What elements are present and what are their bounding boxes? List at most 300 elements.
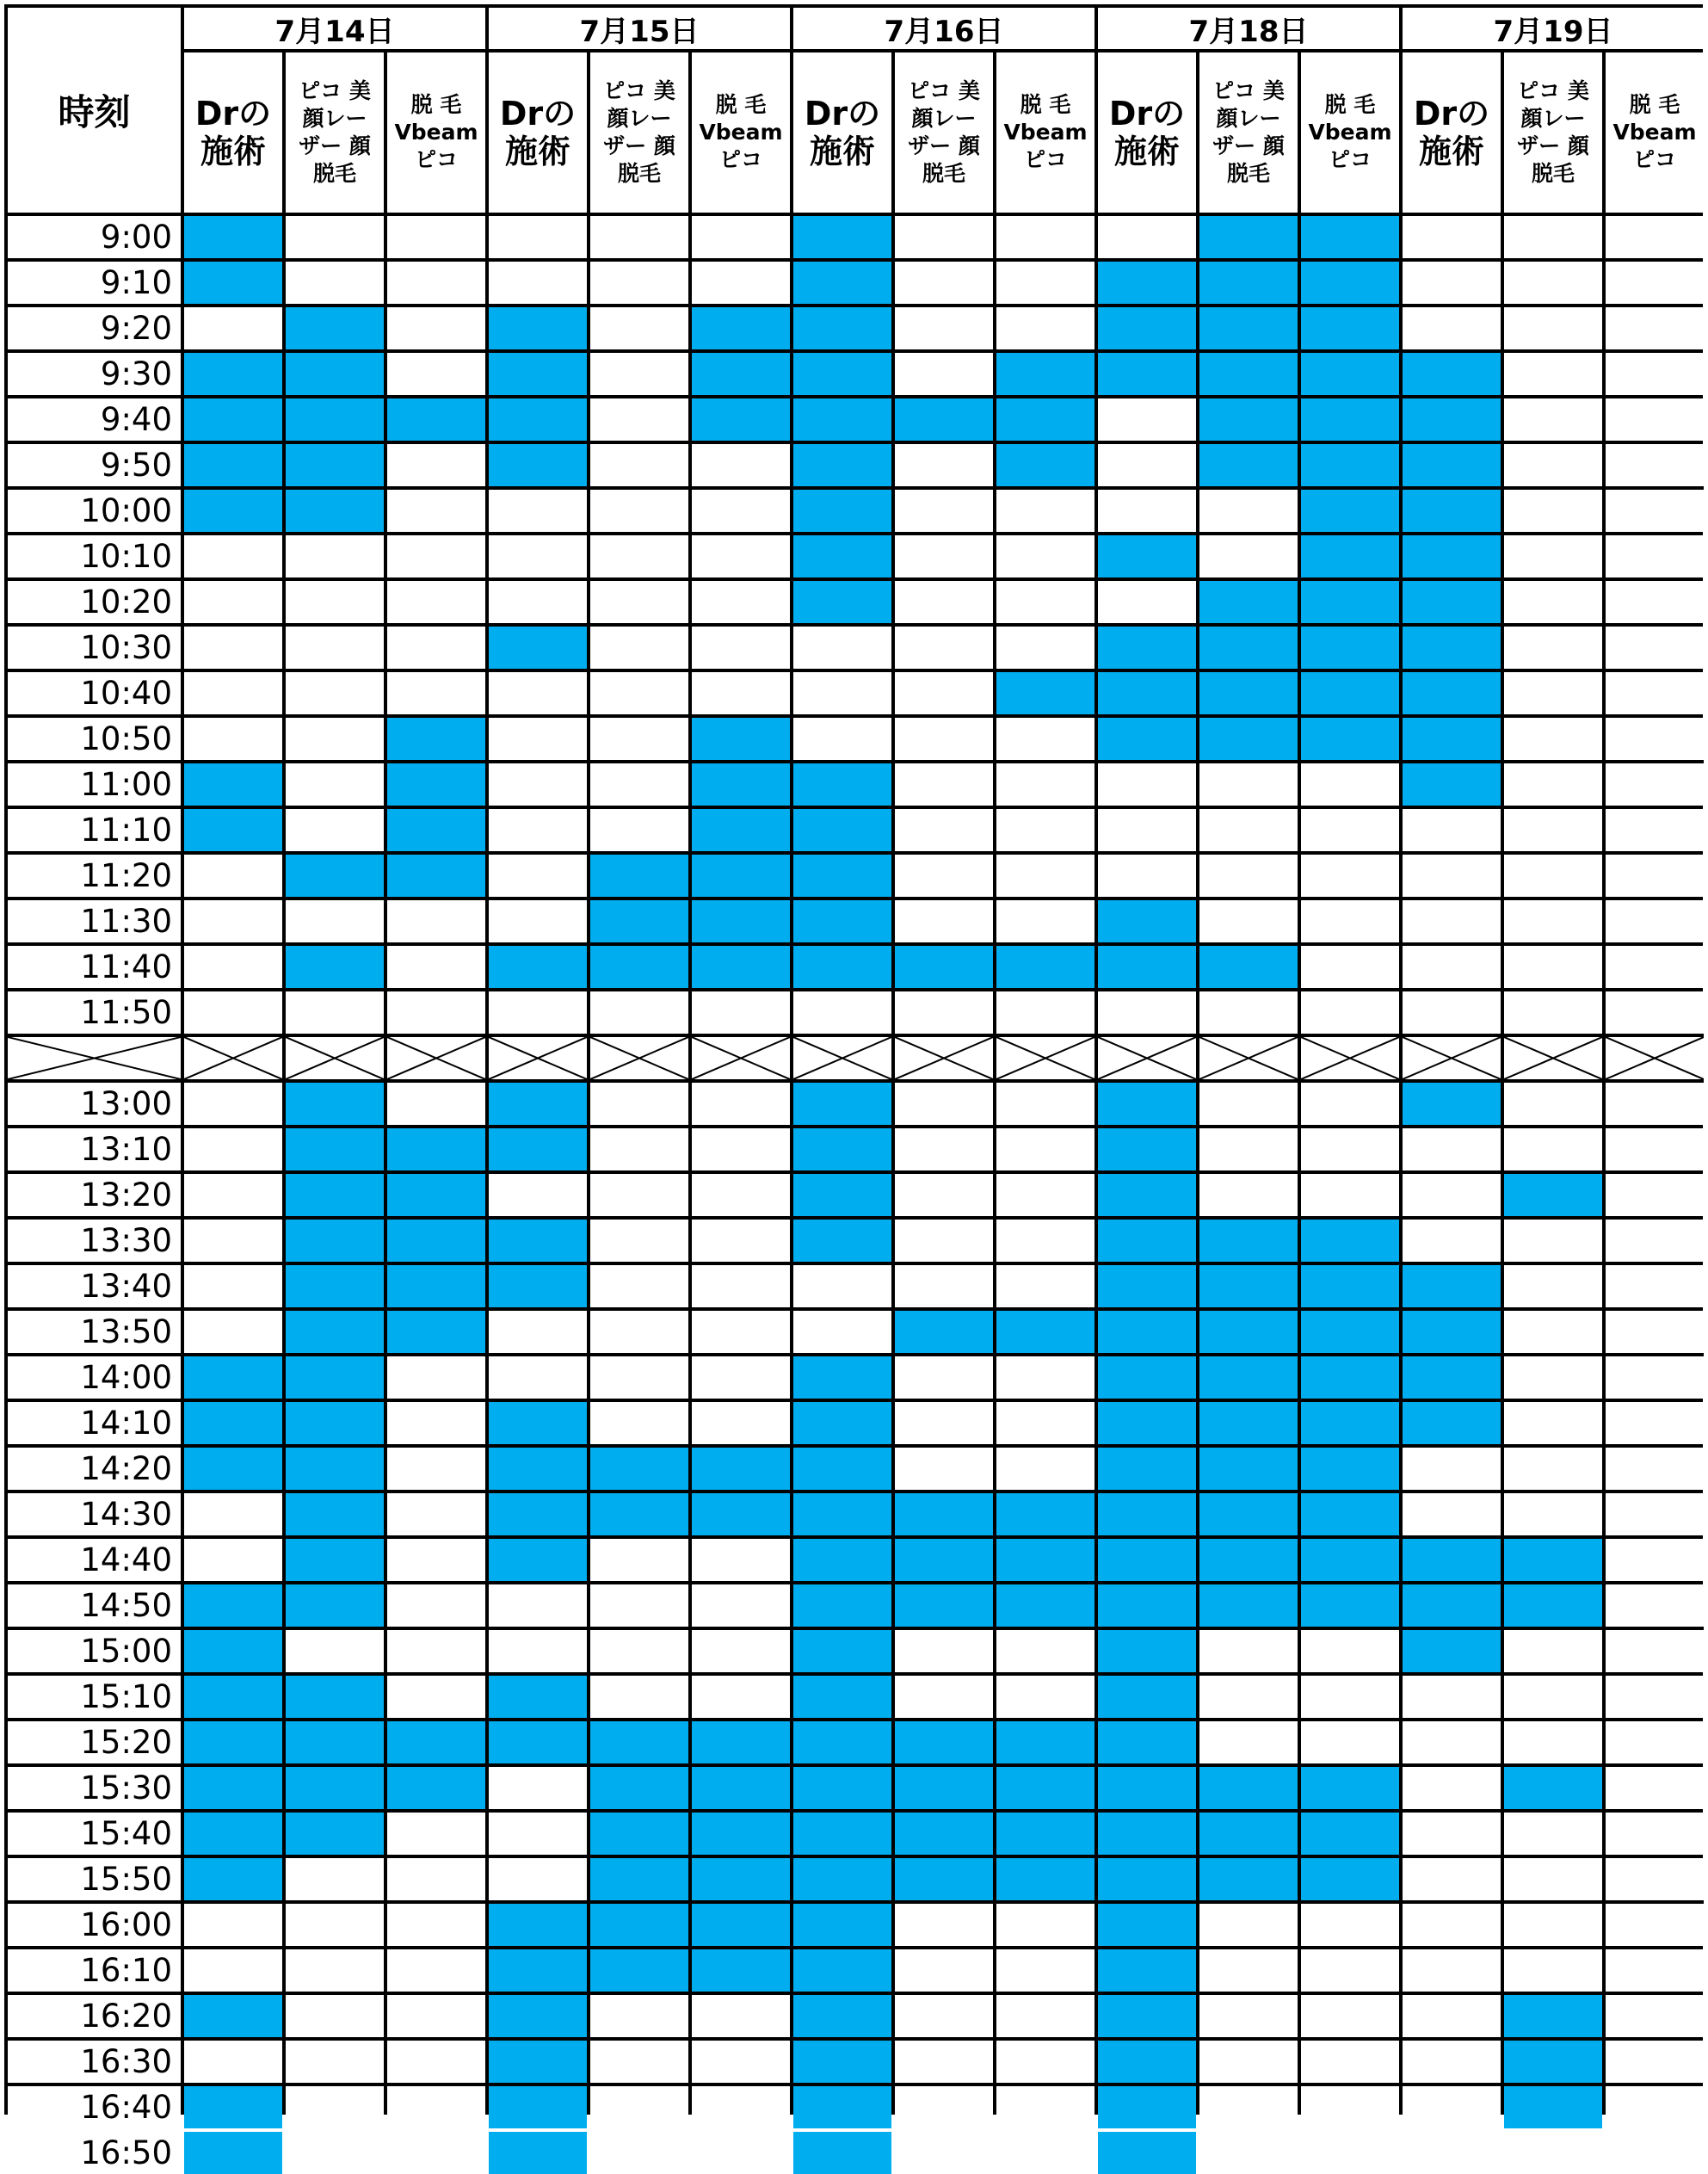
free-slot[interactable]	[996, 307, 1094, 349]
booked-slot[interactable]	[1301, 535, 1399, 577]
free-slot[interactable]	[387, 1539, 485, 1581]
free-slot[interactable]	[996, 1402, 1094, 1444]
free-slot[interactable]	[1606, 353, 1704, 395]
free-slot[interactable]	[590, 2132, 688, 2174]
free-slot[interactable]	[184, 1311, 282, 1353]
free-slot[interactable]	[1504, 1493, 1602, 1535]
free-slot[interactable]	[1199, 763, 1298, 806]
booked-slot[interactable]	[286, 1721, 384, 1763]
free-slot[interactable]	[1301, 991, 1399, 1034]
booked-slot[interactable]	[1199, 1220, 1298, 1262]
booked-slot[interactable]	[1098, 1813, 1196, 1855]
booked-slot[interactable]	[1301, 1813, 1399, 1855]
free-slot[interactable]	[996, 1995, 1094, 2037]
free-slot[interactable]	[1403, 2132, 1501, 2174]
booked-slot[interactable]	[793, 216, 891, 258]
booked-slot[interactable]	[489, 1995, 587, 2037]
free-slot[interactable]	[1504, 1128, 1602, 1170]
booked-slot[interactable]	[996, 1311, 1094, 1353]
free-slot[interactable]	[489, 262, 587, 304]
booked-slot[interactable]	[489, 2041, 587, 2083]
free-slot[interactable]	[1504, 1904, 1602, 1946]
booked-slot[interactable]	[1403, 353, 1501, 395]
booked-slot[interactable]	[793, 398, 891, 441]
booked-slot[interactable]	[1403, 1539, 1501, 1581]
free-slot[interactable]	[286, 1949, 384, 1992]
free-slot[interactable]	[1504, 1721, 1602, 1763]
booked-slot[interactable]	[286, 1220, 384, 1262]
free-slot[interactable]	[1403, 1448, 1501, 1490]
booked-slot[interactable]	[489, 1949, 587, 1992]
free-slot[interactable]	[387, 2132, 485, 2174]
free-slot[interactable]	[1199, 1904, 1298, 1946]
free-slot[interactable]	[184, 1220, 282, 1262]
free-slot[interactable]	[1606, 1630, 1704, 1672]
free-slot[interactable]	[590, 307, 688, 349]
booked-slot[interactable]	[793, 353, 891, 395]
booked-slot[interactable]	[1301, 1265, 1399, 1307]
free-slot[interactable]	[489, 490, 587, 532]
free-slot[interactable]	[1504, 490, 1602, 532]
booked-slot[interactable]	[1403, 398, 1501, 441]
booked-slot[interactable]	[996, 1493, 1094, 1535]
free-slot[interactable]	[692, 672, 790, 714]
booked-slot[interactable]	[1098, 946, 1196, 988]
booked-slot[interactable]	[1098, 1402, 1196, 1444]
free-slot[interactable]	[1606, 763, 1704, 806]
free-slot[interactable]	[1606, 535, 1704, 577]
booked-slot[interactable]	[590, 1813, 688, 1855]
free-slot[interactable]	[1403, 216, 1501, 258]
booked-slot[interactable]	[1301, 444, 1399, 486]
booked-slot[interactable]	[793, 946, 891, 988]
booked-slot[interactable]	[996, 672, 1094, 714]
free-slot[interactable]	[1504, 809, 1602, 851]
booked-slot[interactable]	[489, 1220, 587, 1262]
free-slot[interactable]	[1606, 991, 1704, 1034]
booked-slot[interactable]	[1403, 672, 1501, 714]
free-slot[interactable]	[1504, 1448, 1602, 1490]
booked-slot[interactable]	[1301, 1220, 1399, 1262]
booked-slot[interactable]	[489, 353, 587, 395]
free-slot[interactable]	[895, 1356, 993, 1399]
free-slot[interactable]	[1504, 946, 1602, 988]
free-slot[interactable]	[895, 1220, 993, 1262]
free-slot[interactable]	[387, 1858, 485, 1900]
free-slot[interactable]	[1199, 809, 1298, 851]
booked-slot[interactable]	[387, 1265, 485, 1307]
free-slot[interactable]	[1606, 946, 1704, 988]
free-slot[interactable]	[895, 672, 993, 714]
free-slot[interactable]	[1504, 1083, 1602, 1125]
free-slot[interactable]	[184, 900, 282, 942]
free-slot[interactable]	[184, 2041, 282, 2083]
free-slot[interactable]	[1504, 855, 1602, 897]
free-slot[interactable]	[489, 1858, 587, 1900]
booked-slot[interactable]	[692, 307, 790, 349]
free-slot[interactable]	[489, 1311, 587, 1353]
free-slot[interactable]	[1403, 855, 1501, 897]
free-slot[interactable]	[1606, 262, 1704, 304]
free-slot[interactable]	[387, 216, 485, 258]
free-slot[interactable]	[1504, 1311, 1602, 1353]
booked-slot[interactable]	[590, 855, 688, 897]
free-slot[interactable]	[489, 216, 587, 258]
booked-slot[interactable]	[1199, 1813, 1298, 1855]
booked-slot[interactable]	[286, 490, 384, 532]
booked-slot[interactable]	[793, 1858, 891, 1900]
booked-slot[interactable]	[996, 1584, 1094, 1627]
free-slot[interactable]	[996, 1220, 1094, 1262]
booked-slot[interactable]	[1199, 1356, 1298, 1399]
booked-slot[interactable]	[692, 718, 790, 760]
booked-slot[interactable]	[184, 1676, 282, 1718]
booked-slot[interactable]	[1504, 2041, 1602, 2083]
free-slot[interactable]	[1504, 581, 1602, 623]
booked-slot[interactable]	[1301, 398, 1399, 441]
booked-slot[interactable]	[692, 1904, 790, 1946]
booked-slot[interactable]	[184, 1721, 282, 1763]
booked-slot[interactable]	[489, 627, 587, 669]
booked-slot[interactable]	[895, 1584, 993, 1627]
free-slot[interactable]	[387, 262, 485, 304]
free-slot[interactable]	[489, 1767, 587, 1809]
booked-slot[interactable]	[286, 307, 384, 349]
booked-slot[interactable]	[793, 1356, 891, 1399]
booked-slot[interactable]	[1199, 1265, 1298, 1307]
booked-slot[interactable]	[1403, 1356, 1501, 1399]
free-slot[interactable]	[590, 1083, 688, 1125]
free-slot[interactable]	[996, 1630, 1094, 1672]
free-slot[interactable]	[1606, 1356, 1704, 1399]
free-slot[interactable]	[895, 900, 993, 942]
free-slot[interactable]	[692, 1311, 790, 1353]
booked-slot[interactable]	[489, 1539, 587, 1581]
booked-slot[interactable]	[793, 1083, 891, 1125]
booked-slot[interactable]	[793, 1174, 891, 1216]
free-slot[interactable]	[590, 1356, 688, 1399]
free-slot[interactable]	[1098, 855, 1196, 897]
free-slot[interactable]	[996, 718, 1094, 760]
booked-slot[interactable]	[1403, 1402, 1501, 1444]
booked-slot[interactable]	[793, 2041, 891, 2083]
free-slot[interactable]	[387, 1584, 485, 1627]
booked-slot[interactable]	[1199, 307, 1298, 349]
booked-slot[interactable]	[793, 1448, 891, 1490]
booked-slot[interactable]	[793, 1630, 891, 1672]
free-slot[interactable]	[387, 490, 485, 532]
free-slot[interactable]	[1606, 1858, 1704, 1900]
booked-slot[interactable]	[489, 444, 587, 486]
booked-slot[interactable]	[1098, 672, 1196, 714]
free-slot[interactable]	[387, 1949, 485, 1992]
booked-slot[interactable]	[793, 2086, 891, 2128]
booked-slot[interactable]	[184, 398, 282, 441]
free-slot[interactable]	[387, 1995, 485, 2037]
free-slot[interactable]	[1098, 398, 1196, 441]
free-slot[interactable]	[895, 855, 993, 897]
booked-slot[interactable]	[1403, 1311, 1501, 1353]
free-slot[interactable]	[184, 581, 282, 623]
free-slot[interactable]	[692, 627, 790, 669]
free-slot[interactable]	[1301, 1949, 1399, 1992]
free-slot[interactable]	[996, 2041, 1094, 2083]
free-slot[interactable]	[692, 1584, 790, 1627]
free-slot[interactable]	[996, 809, 1094, 851]
free-slot[interactable]	[1504, 353, 1602, 395]
free-slot[interactable]	[1098, 809, 1196, 851]
free-slot[interactable]	[895, 1083, 993, 1125]
free-slot[interactable]	[286, 672, 384, 714]
free-slot[interactable]	[1606, 490, 1704, 532]
free-slot[interactable]	[1199, 991, 1298, 1034]
free-slot[interactable]	[895, 581, 993, 623]
free-slot[interactable]	[895, 991, 993, 1034]
free-slot[interactable]	[1504, 216, 1602, 258]
booked-slot[interactable]	[590, 1448, 688, 1490]
free-slot[interactable]	[1606, 1448, 1704, 1490]
booked-slot[interactable]	[793, 763, 891, 806]
free-slot[interactable]	[1504, 627, 1602, 669]
free-slot[interactable]	[387, 1402, 485, 1444]
free-slot[interactable]	[692, 2132, 790, 2174]
free-slot[interactable]	[1403, 1493, 1501, 1535]
free-slot[interactable]	[1606, 398, 1704, 441]
free-slot[interactable]	[184, 718, 282, 760]
booked-slot[interactable]	[793, 1220, 891, 1262]
booked-slot[interactable]	[1098, 627, 1196, 669]
booked-slot[interactable]	[489, 1265, 587, 1307]
booked-slot[interactable]	[286, 855, 384, 897]
free-slot[interactable]	[996, 581, 1094, 623]
free-slot[interactable]	[1504, 718, 1602, 760]
booked-slot[interactable]	[793, 581, 891, 623]
free-slot[interactable]	[286, 2041, 384, 2083]
free-slot[interactable]	[793, 991, 891, 1034]
booked-slot[interactable]	[1301, 672, 1399, 714]
free-slot[interactable]	[996, 627, 1094, 669]
booked-slot[interactable]	[286, 353, 384, 395]
booked-slot[interactable]	[184, 1402, 282, 1444]
free-slot[interactable]	[1606, 900, 1704, 942]
booked-slot[interactable]	[184, 1858, 282, 1900]
booked-slot[interactable]	[895, 1767, 993, 1809]
booked-slot[interactable]	[387, 1311, 485, 1353]
booked-slot[interactable]	[184, 2086, 282, 2128]
booked-slot[interactable]	[387, 809, 485, 851]
free-slot[interactable]	[1504, 900, 1602, 942]
booked-slot[interactable]	[489, 1721, 587, 1763]
free-slot[interactable]	[692, 444, 790, 486]
free-slot[interactable]	[1403, 1676, 1501, 1718]
free-slot[interactable]	[590, 1995, 688, 2037]
free-slot[interactable]	[1403, 1813, 1501, 1855]
free-slot[interactable]	[895, 1402, 993, 1444]
free-slot[interactable]	[692, 1995, 790, 2037]
free-slot[interactable]	[692, 1128, 790, 1170]
booked-slot[interactable]	[793, 1676, 891, 1718]
booked-slot[interactable]	[1301, 1493, 1399, 1535]
booked-slot[interactable]	[692, 1448, 790, 1490]
free-slot[interactable]	[489, 1174, 587, 1216]
free-slot[interactable]	[895, 490, 993, 532]
free-slot[interactable]	[1504, 1676, 1602, 1718]
booked-slot[interactable]	[387, 718, 485, 760]
free-slot[interactable]	[1403, 1858, 1501, 1900]
booked-slot[interactable]	[793, 900, 891, 942]
booked-slot[interactable]	[590, 900, 688, 942]
booked-slot[interactable]	[1504, 2086, 1602, 2128]
free-slot[interactable]	[996, 1356, 1094, 1399]
booked-slot[interactable]	[793, 1813, 891, 1855]
booked-slot[interactable]	[286, 1128, 384, 1170]
booked-slot[interactable]	[1403, 444, 1501, 486]
booked-slot[interactable]	[489, 1448, 587, 1490]
free-slot[interactable]	[387, 672, 485, 714]
free-slot[interactable]	[1606, 2086, 1704, 2128]
booked-slot[interactable]	[184, 1813, 282, 1855]
free-slot[interactable]	[286, 1995, 384, 2037]
free-slot[interactable]	[692, 535, 790, 577]
free-slot[interactable]	[1403, 2086, 1501, 2128]
free-slot[interactable]	[1199, 1083, 1298, 1125]
booked-slot[interactable]	[286, 1539, 384, 1581]
free-slot[interactable]	[1403, 1174, 1501, 1216]
booked-slot[interactable]	[895, 946, 993, 988]
free-slot[interactable]	[387, 1630, 485, 1672]
free-slot[interactable]	[184, 1128, 282, 1170]
booked-slot[interactable]	[590, 1493, 688, 1535]
free-slot[interactable]	[387, 946, 485, 988]
free-slot[interactable]	[489, 1630, 587, 1672]
free-slot[interactable]	[895, 1904, 993, 1946]
free-slot[interactable]	[692, 1539, 790, 1581]
booked-slot[interactable]	[590, 1858, 688, 1900]
booked-slot[interactable]	[1199, 1858, 1298, 1900]
free-slot[interactable]	[387, 1083, 485, 1125]
free-slot[interactable]	[286, 627, 384, 669]
booked-slot[interactable]	[286, 1448, 384, 1490]
free-slot[interactable]	[1606, 1676, 1704, 1718]
free-slot[interactable]	[184, 1265, 282, 1307]
free-slot[interactable]	[1606, 1311, 1704, 1353]
booked-slot[interactable]	[387, 855, 485, 897]
booked-slot[interactable]	[184, 1767, 282, 1809]
booked-slot[interactable]	[1403, 1083, 1501, 1125]
booked-slot[interactable]	[1301, 490, 1399, 532]
free-slot[interactable]	[895, 763, 993, 806]
free-slot[interactable]	[996, 216, 1094, 258]
free-slot[interactable]	[793, 627, 891, 669]
booked-slot[interactable]	[793, 1995, 891, 2037]
booked-slot[interactable]	[1403, 1265, 1501, 1307]
booked-slot[interactable]	[1199, 262, 1298, 304]
free-slot[interactable]	[184, 307, 282, 349]
booked-slot[interactable]	[1199, 1448, 1298, 1490]
free-slot[interactable]	[1098, 763, 1196, 806]
booked-slot[interactable]	[895, 1311, 993, 1353]
booked-slot[interactable]	[1403, 1630, 1501, 1672]
free-slot[interactable]	[1403, 900, 1501, 942]
free-slot[interactable]	[895, 1676, 993, 1718]
booked-slot[interactable]	[489, 2086, 587, 2128]
free-slot[interactable]	[1606, 1265, 1704, 1307]
free-slot[interactable]	[793, 1311, 891, 1353]
booked-slot[interactable]	[692, 1949, 790, 1992]
free-slot[interactable]	[1606, 627, 1704, 669]
free-slot[interactable]	[1301, 900, 1399, 942]
free-slot[interactable]	[996, 1174, 1094, 1216]
booked-slot[interactable]	[489, 307, 587, 349]
free-slot[interactable]	[286, 535, 384, 577]
free-slot[interactable]	[286, 718, 384, 760]
booked-slot[interactable]	[286, 1676, 384, 1718]
free-slot[interactable]	[1199, 1949, 1298, 1992]
free-slot[interactable]	[387, 1676, 485, 1718]
booked-slot[interactable]	[1098, 1311, 1196, 1353]
free-slot[interactable]	[590, 398, 688, 441]
booked-slot[interactable]	[692, 1721, 790, 1763]
free-slot[interactable]	[1301, 1083, 1399, 1125]
booked-slot[interactable]	[1301, 581, 1399, 623]
free-slot[interactable]	[1199, 1630, 1298, 1672]
booked-slot[interactable]	[1504, 1995, 1602, 2037]
booked-slot[interactable]	[184, 1356, 282, 1399]
free-slot[interactable]	[1403, 307, 1501, 349]
free-slot[interactable]	[590, 1402, 688, 1444]
free-slot[interactable]	[1606, 1128, 1704, 1170]
booked-slot[interactable]	[1301, 1402, 1399, 1444]
free-slot[interactable]	[1606, 307, 1704, 349]
free-slot[interactable]	[1403, 1904, 1501, 1946]
booked-slot[interactable]	[1301, 353, 1399, 395]
free-slot[interactable]	[387, 900, 485, 942]
booked-slot[interactable]	[793, 1721, 891, 1763]
free-slot[interactable]	[184, 946, 282, 988]
free-slot[interactable]	[286, 1858, 384, 1900]
booked-slot[interactable]	[996, 1813, 1094, 1855]
free-slot[interactable]	[692, 1220, 790, 1262]
booked-slot[interactable]	[286, 1493, 384, 1535]
free-slot[interactable]	[1504, 672, 1602, 714]
free-slot[interactable]	[692, 1676, 790, 1718]
booked-slot[interactable]	[692, 1813, 790, 1855]
booked-slot[interactable]	[996, 1539, 1094, 1581]
booked-slot[interactable]	[1199, 398, 1298, 441]
free-slot[interactable]	[184, 1493, 282, 1535]
booked-slot[interactable]	[895, 398, 993, 441]
booked-slot[interactable]	[793, 1949, 891, 1992]
booked-slot[interactable]	[387, 1220, 485, 1262]
free-slot[interactable]	[895, 1995, 993, 2037]
free-slot[interactable]	[1504, 1356, 1602, 1399]
free-slot[interactable]	[489, 991, 587, 1034]
free-slot[interactable]	[1606, 1904, 1704, 1946]
free-slot[interactable]	[1098, 991, 1196, 1034]
free-slot[interactable]	[692, 1265, 790, 1307]
booked-slot[interactable]	[1098, 535, 1196, 577]
free-slot[interactable]	[590, 353, 688, 395]
free-slot[interactable]	[996, 535, 1094, 577]
booked-slot[interactable]	[692, 855, 790, 897]
booked-slot[interactable]	[793, 1767, 891, 1809]
free-slot[interactable]	[996, 1083, 1094, 1125]
free-slot[interactable]	[1504, 444, 1602, 486]
booked-slot[interactable]	[692, 763, 790, 806]
free-slot[interactable]	[387, 1448, 485, 1490]
booked-slot[interactable]	[1098, 1128, 1196, 1170]
booked-slot[interactable]	[1098, 2041, 1196, 2083]
